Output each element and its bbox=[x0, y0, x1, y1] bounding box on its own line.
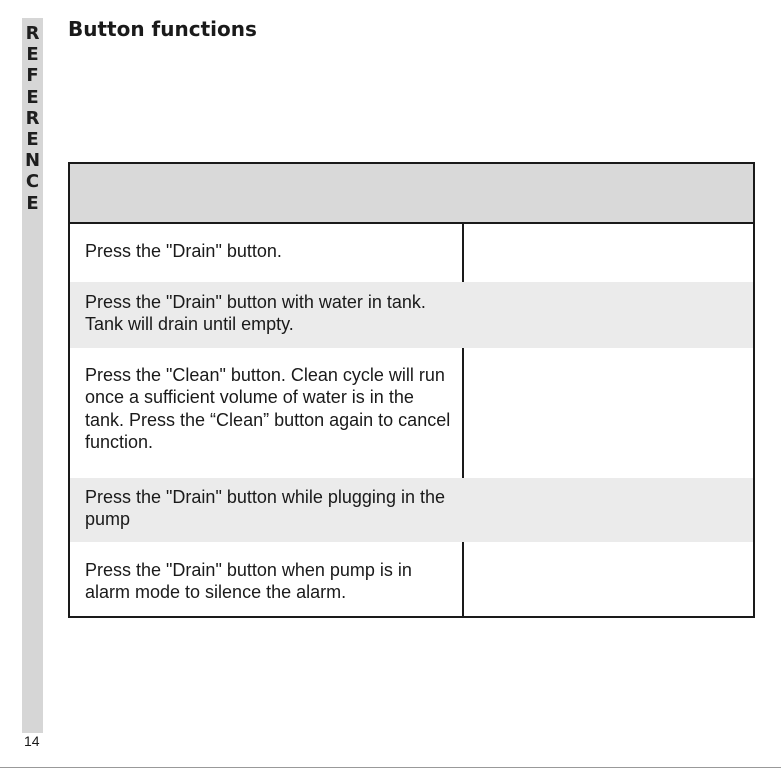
page-bottom-rule bbox=[0, 767, 781, 768]
side-tab-letter: R bbox=[25, 107, 40, 129]
table-row bbox=[70, 478, 753, 542]
page-number: 14 bbox=[24, 733, 40, 749]
row-action-text: Press the "Drain" button with water in tank. Tank will drain until empty. bbox=[85, 292, 426, 335]
side-tab-letter: F bbox=[26, 65, 39, 87]
row-action-text: Press the "Clean" button. Clean cycle will run once a sufficient volume of water is in the tank. Press the “Clean” button again to cancel function. bbox=[85, 365, 451, 452]
side-tab-letter: E bbox=[26, 44, 39, 66]
table-header bbox=[70, 164, 753, 224]
side-tab-letter: E bbox=[26, 86, 39, 108]
table-row bbox=[70, 542, 753, 616]
side-tab-letter: C bbox=[25, 171, 40, 193]
row-action-text: Press the "Drain" button when pump is in alarm mode to silence the alarm. bbox=[85, 560, 412, 603]
row-action-text: Press the "Drain" button. bbox=[85, 241, 282, 261]
table-row bbox=[70, 348, 753, 478]
side-tab-letter: N bbox=[24, 150, 41, 172]
reference-tab-label bbox=[23, 23, 42, 214]
button-functions-table bbox=[68, 162, 755, 618]
page-title: Button functions bbox=[68, 17, 257, 41]
row-action-text: Press the "Drain" button while plugging in the pump bbox=[85, 487, 445, 530]
table-row bbox=[70, 224, 753, 282]
side-tab-letter: R bbox=[25, 23, 40, 44]
table-row bbox=[70, 282, 753, 348]
side-tab-letter: E bbox=[26, 128, 39, 150]
side-tab-letter: E bbox=[26, 192, 39, 214]
